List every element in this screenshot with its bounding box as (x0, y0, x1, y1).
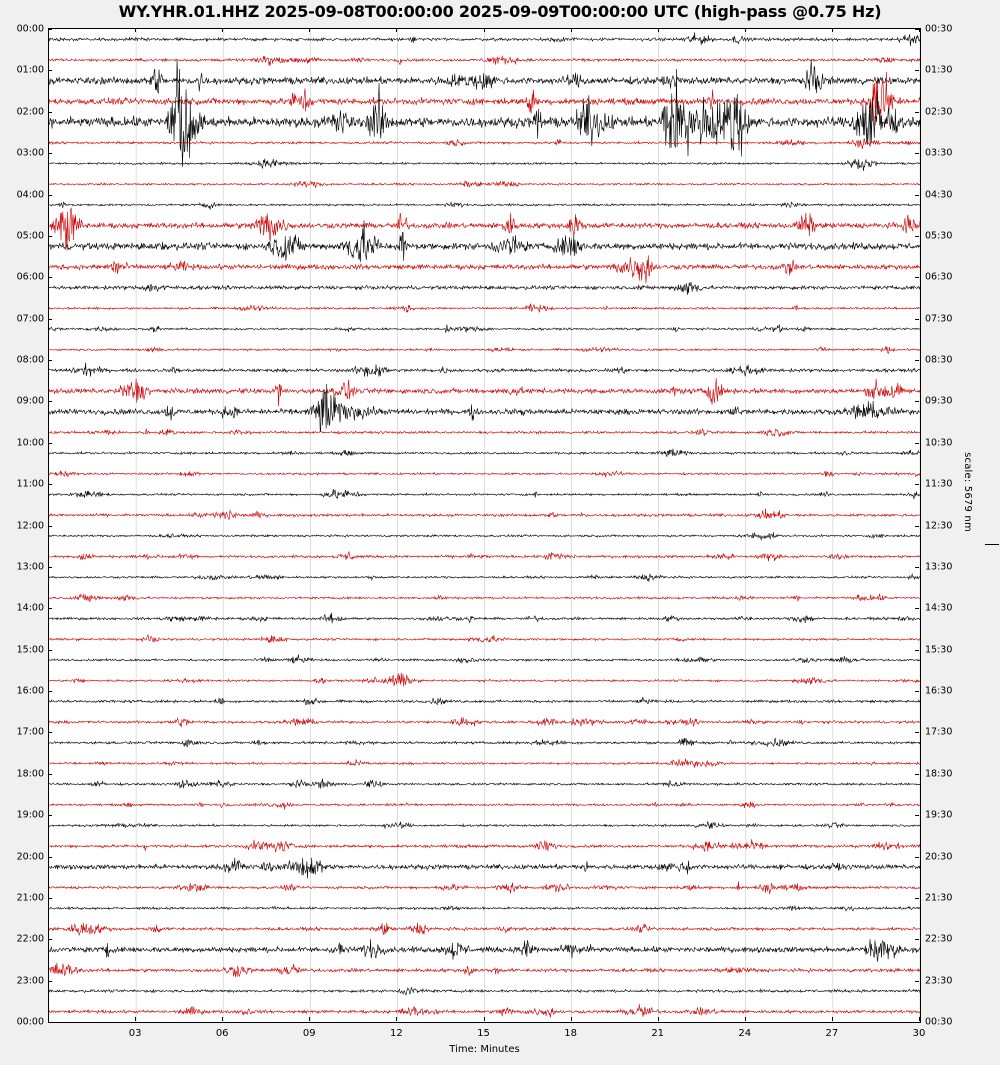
y-tick-label-left: 06:00 (16, 271, 44, 283)
y-tick-label-right: 06:30 (925, 271, 953, 283)
y-tickmark-right (915, 608, 919, 609)
y-tickmark-right (915, 815, 919, 816)
x-tick-label: 24 (738, 1028, 752, 1039)
y-tick-label-left: 13:00 (16, 561, 44, 573)
y-tick-label-right: 07:30 (925, 313, 953, 325)
y-tick-label-right: 16:30 (925, 685, 953, 697)
y-tickmark-right (915, 112, 919, 113)
y-tickmark-left (48, 70, 52, 71)
y-tickmark-left (48, 277, 52, 278)
y-tick-label-left: 09:00 (16, 395, 44, 407)
y-tick-label-right: 12:30 (925, 520, 953, 531)
y-tickmark-left (48, 443, 52, 444)
scale-bar (985, 544, 999, 545)
y-tickmark-left (48, 732, 52, 733)
x-tickmark (484, 1017, 485, 1021)
y-tick-label-left: 23:00 (16, 975, 44, 987)
y-tick-label-right: 20:30 (925, 851, 953, 862)
x-tickmark-top (396, 28, 397, 32)
y-tickmark-left (48, 236, 52, 237)
y-tick-label-right: 03:30 (925, 147, 953, 159)
y-tickmark-left (48, 319, 52, 320)
y-tick-label-right: 23:30 (925, 975, 953, 987)
y-tickmark-left (48, 153, 52, 154)
x-tickmark (571, 1017, 572, 1021)
y-tick-label-left: 21:00 (16, 892, 44, 904)
y-tickmark-left (48, 857, 52, 858)
y-tickmark-left (48, 608, 52, 609)
y-tick-label-left: 00:00 (16, 23, 44, 35)
x-tickmark (396, 1017, 397, 1021)
x-tickmark-top (571, 28, 572, 32)
y-tick-label-right: 18:30 (925, 768, 953, 780)
y-tickmark-left (48, 360, 52, 361)
y-tickmark-right (915, 1022, 919, 1023)
y-tickmark-right (915, 898, 919, 899)
y-tickmark-right (915, 732, 919, 733)
plot-area (48, 28, 921, 1023)
y-tick-label-left: 19:00 (16, 809, 44, 821)
x-tickmark (919, 1017, 920, 1021)
y-tickmark-left (48, 401, 52, 402)
y-tickmark-left (48, 815, 52, 816)
y-tickmark-right (915, 526, 919, 527)
y-tickmark-left (48, 650, 52, 651)
y-tickmark-right (915, 857, 919, 858)
x-tickmark-top (222, 28, 223, 32)
y-tickmark-right (915, 153, 919, 154)
x-tickmark (658, 1017, 659, 1021)
y-tick-label-right: 11:30 (925, 478, 953, 490)
y-tick-label-left: 22:00 (16, 933, 44, 945)
y-tick-label-right: 09:30 (925, 395, 953, 407)
y-tick-label-left: 18:00 (16, 768, 44, 780)
y-tickmark-right (915, 774, 919, 775)
y-tick-label-left: 03:00 (16, 147, 44, 159)
y-tick-label-right: 21:30 (925, 892, 953, 904)
y-tick-label-left: 16:00 (16, 685, 44, 697)
x-tick-label: 12 (390, 1028, 403, 1039)
y-tick-label-left: 10:00 (16, 437, 44, 449)
y-tick-label-left: 08:00 (16, 354, 44, 366)
x-tick-label: 21 (651, 1028, 665, 1039)
y-tick-label-left: 12:00 (16, 520, 44, 531)
y-tickmark-right (915, 981, 919, 982)
x-tickmark (135, 1017, 136, 1021)
y-tickmark-right (915, 70, 919, 71)
x-tickmark-top (658, 28, 659, 32)
x-tickmark-top (135, 28, 136, 32)
y-tickmark-right (915, 691, 919, 692)
x-tickmark (222, 1017, 223, 1021)
y-tickmark-right (915, 236, 919, 237)
x-tick-label: 15 (477, 1028, 490, 1039)
page-title: WY.YHR.01.HHZ 2025-09-08T00:00:00 2025-09-09T00:00:00 UTC (high-pass @0.75 Hz) (118, 2, 882, 21)
x-tickmark (309, 1017, 310, 1021)
y-tick-label-right: 10:30 (925, 437, 953, 449)
y-tick-label-left: 01:00 (16, 64, 44, 76)
y-tickmark-right (915, 195, 919, 196)
y-tickmark-left (48, 29, 52, 30)
y-tickmark-left (48, 484, 52, 485)
y-tickmark-left (48, 774, 52, 775)
x-tick-label: 18 (564, 1028, 577, 1039)
x-tickmark-top (309, 28, 310, 32)
y-tickmark-left (48, 567, 52, 568)
y-tick-label-right: 14:30 (925, 602, 953, 614)
y-tickmark-right (915, 939, 919, 940)
y-tick-label-left: 17:00 (16, 726, 44, 738)
y-tickmark-left (48, 195, 52, 196)
x-tick-label: 30 (912, 1028, 926, 1039)
y-tickmark-right (915, 567, 919, 568)
y-tickmark-right (915, 401, 919, 402)
y-tick-label-right: 15:30 (925, 644, 953, 656)
x-axis-title: Time: Minutes (449, 1044, 520, 1055)
x-tick-label: 03 (128, 1028, 142, 1039)
y-tickmark-left (48, 981, 52, 982)
y-tick-label-left: 07:00 (16, 313, 44, 325)
y-tick-label-right: 19:30 (925, 809, 953, 821)
x-tickmark-top (745, 28, 746, 32)
y-tickmark-left (48, 526, 52, 527)
y-tick-label-right: 01:30 (925, 64, 953, 76)
trace-canvas (49, 29, 920, 1022)
y-tickmark-left (48, 691, 52, 692)
y-tick-label-left: 11:00 (16, 478, 44, 490)
y-tick-label-right: 17:30 (925, 726, 953, 738)
y-tickmark-left (48, 939, 52, 940)
x-tickmark-top (919, 28, 920, 32)
y-tickmark-right (915, 319, 919, 320)
y-tick-label-right: 05:30 (925, 230, 953, 242)
y-tick-label-right: 22:30 (925, 933, 953, 945)
y-tickmark-right (915, 650, 919, 651)
y-tick-label-right: 08:30 (925, 354, 953, 366)
y-tickmark-right (915, 443, 919, 444)
y-tick-label-left: 20:00 (16, 851, 44, 862)
y-tick-label-left: 05:00 (16, 230, 44, 242)
x-tick-label: 27 (825, 1028, 839, 1039)
y-tickmark-right (915, 484, 919, 485)
x-tickmark (745, 1017, 746, 1021)
y-tick-label-right: 13:30 (925, 561, 953, 573)
y-tickmark-right (915, 360, 919, 361)
y-tickmark-right (915, 277, 919, 278)
y-tick-label-left: 00:00 (16, 1016, 44, 1028)
y-tickmark-left (48, 1022, 52, 1023)
x-tick-label: 06 (215, 1028, 229, 1039)
y-tick-label-right: 04:30 (925, 189, 953, 200)
x-tick-label: 09 (302, 1028, 316, 1039)
y-tick-label-left: 14:00 (16, 602, 44, 614)
y-tick-label-right: 02:30 (925, 106, 953, 118)
x-tickmark-top (484, 28, 485, 32)
y-tick-label-right: 00:30 (925, 23, 953, 35)
y-tick-label-left: 15:00 (16, 644, 44, 656)
y-tick-label-left: 02:00 (16, 106, 44, 118)
y-tickmark-left (48, 112, 52, 113)
x-tickmark-top (832, 28, 833, 32)
scale-annotation: scale: 5679 nm (962, 452, 973, 532)
y-tick-label-left: 04:00 (16, 189, 44, 200)
y-tick-label-right: 00:30 (925, 1016, 953, 1028)
y-tickmark-left (48, 898, 52, 899)
x-tickmark (832, 1017, 833, 1021)
